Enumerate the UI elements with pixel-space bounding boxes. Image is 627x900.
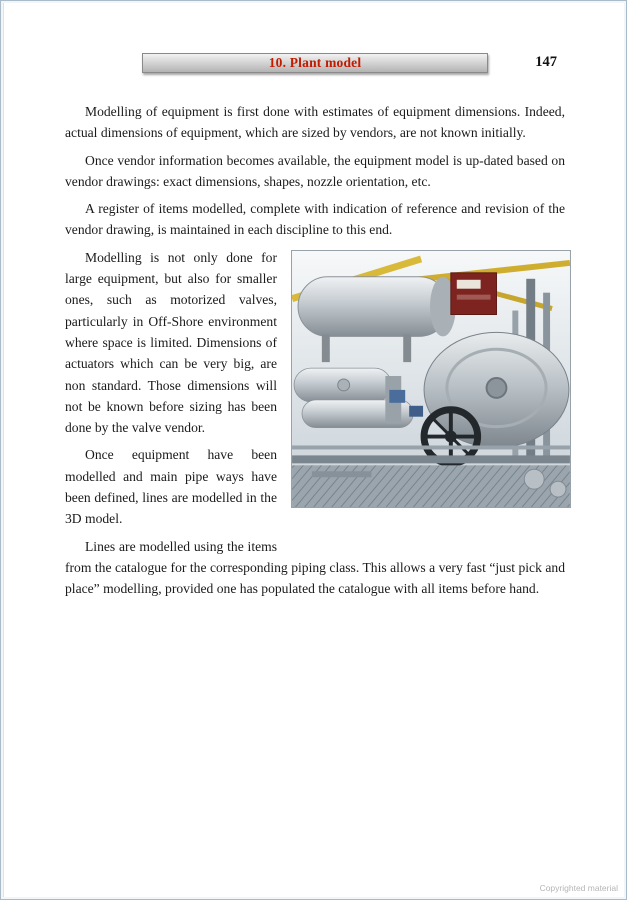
copyright-notice: Copyrighted material: [539, 883, 618, 893]
control-cabinet: [451, 273, 497, 315]
plant-photo-svg: [292, 251, 570, 507]
body-paragraph: Once equipment have been modelled and main pipe ways have been defined, lines are modelled in the 3D model.: [65, 447, 277, 527]
page-header: [65, 53, 565, 75]
body-paragraph: Modelling is not only done for large equipment, but also for smaller ones, such as motorized valves, particularly in Off-Shore environment where space is limited. Dimensions of actuators which can be very big, are non standard. Those dimensions will not be known before sizing has been done by the valve vendor.: [65, 249, 277, 436]
text-wrap-block: [65, 247, 565, 600]
body-paragraph: A register of items modelled, complete with indication of reference and revision of the vendor drawing, is maintained in each discipline to this end.: [65, 201, 565, 238]
handwheel: [424, 410, 478, 464]
body-paragraph: Once vendor information becomes available, the equipment model is up-dated based on vendor drawings: exact dimensions, shapes, nozzle orientation, etc.: [65, 152, 565, 189]
body-paragraph: Lines are modelled using the items from the catalogue for the corresponding piping class. This allows a very fast “just pick and place” modelling, provided one has populated the catalogue with all items before hand.: [65, 538, 565, 597]
page-body: [1, 75, 626, 600]
plant-photo-figure: [291, 250, 571, 508]
chapter-title: 10. Plant model: [268, 55, 362, 70]
body-paragraph: Modelling of equipment is first done with estimates of equipment dimensions. Indeed, actual dimensions of equipment, which are sized by vendors, are not known initially.: [65, 104, 565, 141]
chapter-header-bar: [142, 53, 488, 73]
floor-grating: [292, 465, 570, 507]
page-number: 147: [535, 54, 557, 70]
